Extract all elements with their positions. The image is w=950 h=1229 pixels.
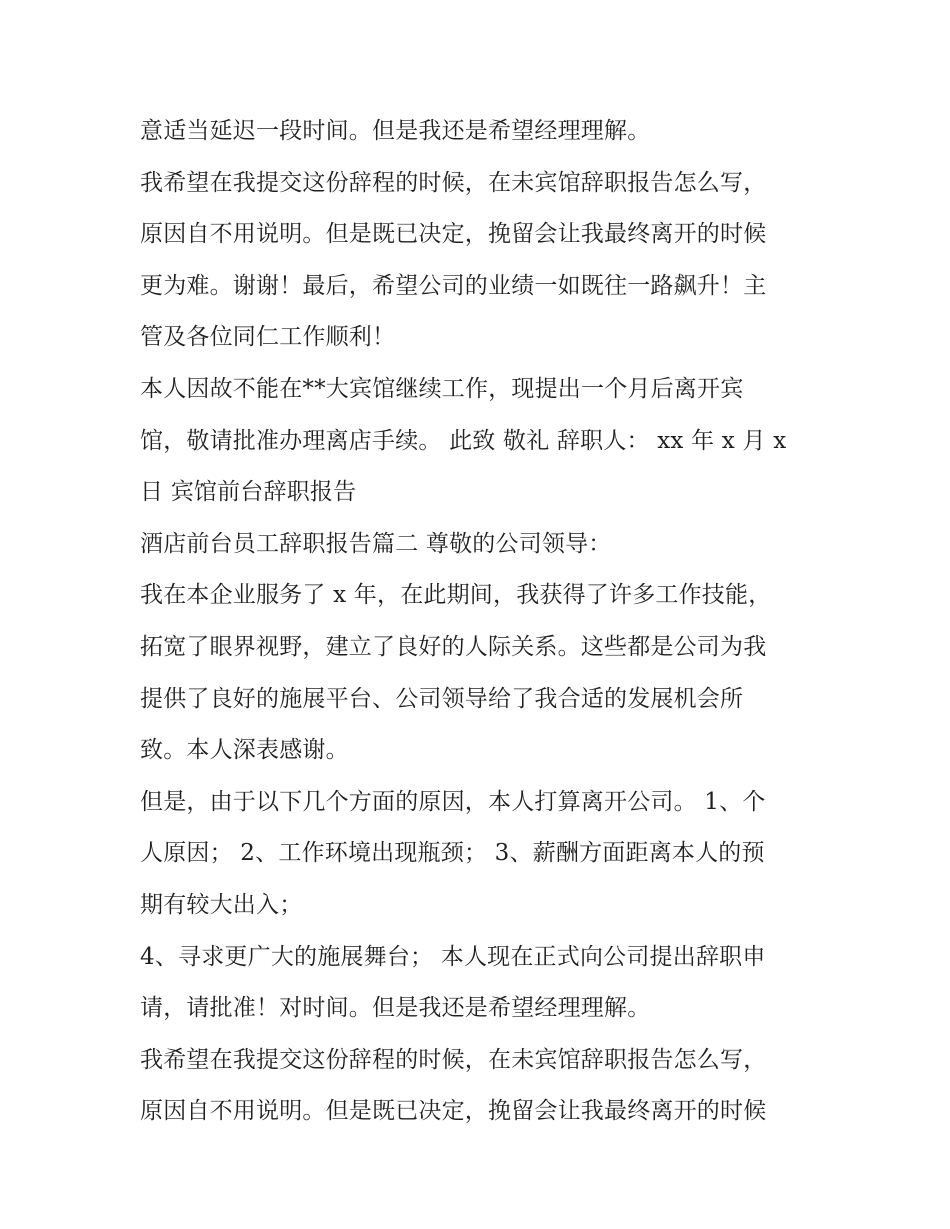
- text-line: 我希望在我提交这份辞程的时候，在未宾馆辞职报告怎么写，: [140, 169, 767, 196]
- text-line: 但是，由于以下几个方面的原因，本人打算离开公司。 1、个: [140, 788, 766, 815]
- text-line: 致。本人深表感谢。: [140, 737, 349, 764]
- text-line: 酒店前台员工辞职报告篇二 尊敬的公司领导：: [140, 530, 612, 557]
- text-line: 管及各位同仁工作顺利！: [140, 324, 396, 351]
- document-body: [140, 106, 830, 1138]
- text-line: 意适当延迟一段时间。但是我还是希望经理理解。: [140, 118, 651, 144]
- text-line: 请，请批准！对时间。但是我还是希望经理理解。: [140, 995, 651, 1022]
- text-line: 人原因； 2、工作环境出现瓶颈； 3、薪酬方面距离本人的预: [140, 840, 765, 867]
- text-line: 拓宽了眼界视野，建立了良好的人际关系。这些都是公司为我: [140, 633, 767, 660]
- text-line: 原因自不用说明。但是既已决定，挽留会让我最终离开的时候: [140, 221, 767, 248]
- text-line: 馆，敬请批准办理离店手续。 此致 敬礼 辞职人： xx 年 x 月 x: [140, 427, 787, 454]
- text-line: 4、寻求更广大的施展舞台； 本人现在正式向公司提出辞职申: [140, 943, 766, 970]
- text-line: 我在本企业服务了 x 年，在此期间，我获得了许多工作技能，: [140, 582, 772, 609]
- text-line: 更为难。谢谢！最后，希望公司的业绩一如既往一路飙升！主: [140, 272, 767, 299]
- text-line: 提供了良好的施展平台、公司领导给了我合适的发展机会所: [140, 685, 744, 712]
- text-line: 原因自不用说明。但是既已决定，挽留会让我最终离开的时候: [140, 1098, 767, 1125]
- text-line: 本人因故不能在**大宾馆继续工作，现提出一个月后离开宾: [140, 375, 744, 402]
- text-line: 期有较大出入；: [140, 891, 303, 918]
- text-line: 日 宾馆前台辞职报告: [140, 479, 357, 506]
- text-line: 我希望在我提交这份辞程的时候，在未宾馆辞职报告怎么写，: [140, 1046, 767, 1073]
